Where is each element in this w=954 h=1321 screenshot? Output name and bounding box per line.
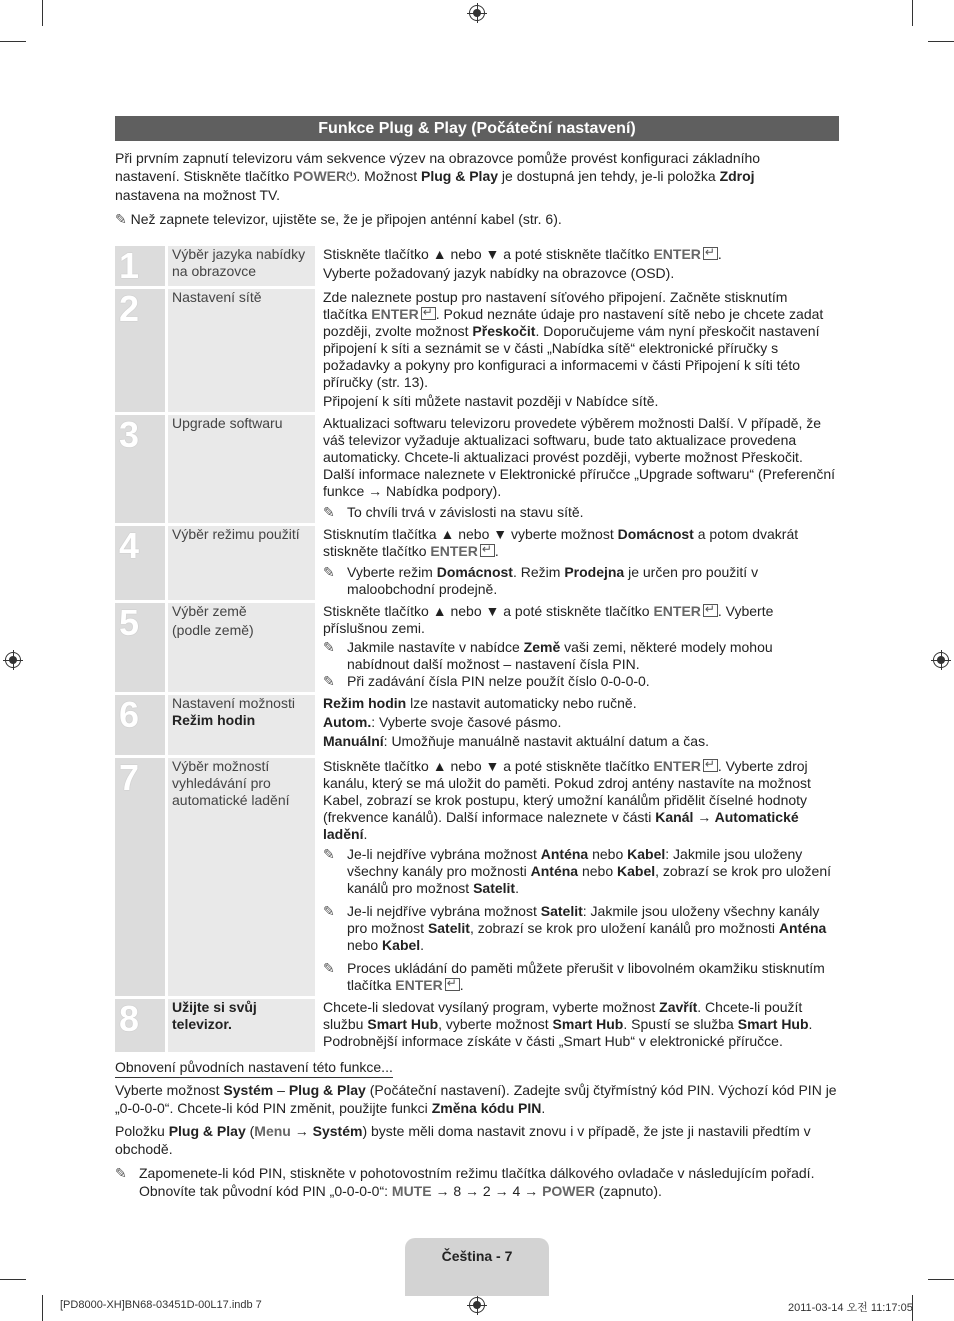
step-number: 6 — [115, 695, 165, 755]
note-pencil-icon: ✎ — [323, 846, 335, 862]
note-pencil-icon: ✎ — [323, 564, 335, 580]
file-info: [PD8000-XH]BN68-03451D-00L17.indb 7 — [60, 1299, 262, 1311]
step-description: Stiskněte tlačítko ▲ nebo ▼ a poté stiskněte tlačítko ENTER↵ . Vyberte požadovaný jazyk nabídky na obrazovce (OSD). — [315, 246, 839, 286]
step-number: 5 — [115, 603, 165, 692]
enter-icon — [703, 604, 718, 617]
enter-icon — [480, 544, 495, 557]
step-description: Zde naleznete postup pro nastavení síťového připojení. Začněte stisknutím tlačítka ENTER↵ . Pokud neznáte údaje pro nastavení sítě nebo je chcete zadat později, zvolte možnost Přeskočit. Doporučujeme vám nyní přeskočit nastavení připojení k síti a seznámit se v části „Nabídka sítě“ elektronické příručky s požadavky a pokyny pro konfiguraci a informacemi v části Připojení k síti této příručky (str. 13). Připojení k síti můžete nastavit později v Nabídce sítě. — [315, 289, 839, 412]
step-number: 7 — [115, 758, 165, 996]
table-row — [115, 415, 839, 523]
enter-icon — [703, 759, 718, 772]
section-title: Funkce Plug & Play (Počáteční nastavení) — [115, 116, 839, 141]
registration-mark-icon — [5, 652, 21, 668]
page-number-tab: Čeština - 7 — [405, 1238, 549, 1296]
table-row — [115, 246, 839, 286]
restore-note: ✎ Zapomenete-li kód PIN, stiskněte v pohotovostním režimu tlačítka dálkového ovladače v následujícím pořadí. Obnovíte tak původní kód PIN „0-0-0-0“: MUTE → 8 → 2 → 4 → POWER (zapnuto). — [115, 1165, 815, 1199]
step-description: Režim hodin lze nastavit automaticky nebo ručně. Autom.: Vyberte svoje časové pásmo. Manuální: Umožňuje manuálně nastavit aktuální datum a čas. — [323, 695, 709, 749]
table-row — [115, 603, 839, 692]
restore-paragraph-2: Položku Plug & Play (Menu → Systém) byste měli doma nastavit znovu i v případě, že jste ji nastavili předtím v obchodě. — [115, 1123, 811, 1157]
table-row — [115, 758, 839, 996]
step-number: 3 — [115, 415, 165, 523]
step-number: 4 — [115, 526, 165, 600]
note-pencil-icon: ✎ — [323, 639, 335, 655]
enter-icon — [445, 978, 460, 991]
step-description: Aktualizaci softwaru televizoru provedete výběrem možnosti Další. V případě, že váš televizor vyžaduje aktualizaci softwaru, bude tato aktualizace provedena automaticky. Chcete-li aktualizaci provést později, vyberte možnost Přeskočit. Další informace naleznete v Elektronické příručce „Upgrade softwaru“ (Preferenční funkce → Nabídka podpory). ✎ To chvíli trvá v závislosti na stavu sítě. — [323, 415, 835, 520]
enter-icon — [703, 247, 718, 260]
step-description: Stiskněte tlačítko ▲ nebo ▼ a poté stiskněte tlačítko ENTER↵ . Vyberte zdroj kanálu, který se má uložit do paměti. Pokud zdroj antény nastavíte na možnost Kabel, zobrazí se krok postupu, který umožní kanálům přidělit číselné hodnoty (frekvence kanálů). Další informace naleznete v části Kanál → Automatické ladění. ✎ Je-li nejdříve vybrána možnost Anténa nebo Kabel: Jakmile jsou uloženy všechny kanály pro možnosti Anténa nebo Kabel, zobrazí se krok pro uložení kanálů pro možnost Satelit. ✎ Je-li nejdříve vybrána možnost Satelit: Jakmile jsou uloženy všechny kanály pro možnost Satelit, zobrazí se krok pro uložení kanálů pro možnosti Anténa nebo Kabel. ✎ Proces ukládání do paměti můžete přerušit v libovolném okamžiku stisknutím tlačítka ENTER↵ . — [315, 758, 839, 996]
intro-note: ✎ Než zapnete televizor, ujistěte se, že je připojen anténní kabel (str. 6). — [115, 211, 562, 227]
enter-icon — [421, 307, 436, 320]
table-row — [115, 999, 839, 1052]
note-pencil-icon: ✎ — [115, 211, 127, 227]
print-date: 2011-03-14 오전 11:17:05 — [788, 1302, 913, 1314]
note-pencil-icon: ✎ — [323, 673, 335, 689]
step-number: 8 — [115, 999, 165, 1052]
restore-heading: Obnovení původních nastavení této funkce... — [115, 1058, 393, 1078]
note-pencil-icon: ✎ — [323, 903, 335, 919]
registration-mark-icon — [933, 652, 949, 668]
table-row — [115, 289, 839, 412]
step-title: Výběr možností vyhledávání pro automatické ladění — [165, 758, 315, 996]
step-title: Užijte si svůj televizor. — [165, 999, 315, 1052]
step-title: Výběr země (podle země) — [165, 603, 315, 692]
note-pencil-icon: ✎ — [323, 960, 335, 976]
table-row — [115, 695, 839, 755]
step-title: Výběr jazyka nabídky na obrazovce — [165, 246, 315, 286]
step-title: Nastavení možnosti Režim hodin — [165, 695, 315, 755]
step-description: Stiskněte tlačítko ▲ nebo ▼ a poté stiskněte tlačítko ENTER↵ . Vyberte příslušnou zemi. ✎ Jakmile nastavíte v nabídce Země vaši zemi, některé modely mohou nabídnout další možnost – nastavení čísla PIN. ✎ Při zadávání čísla PIN nelze použít číslo 0-0-0-0. — [315, 603, 839, 692]
power-icon: ⏻ — [346, 169, 357, 184]
step-number: 2 — [115, 289, 165, 412]
step-title: Výběr režimu použití — [165, 526, 315, 600]
note-pencil-icon: ✎ — [323, 504, 335, 520]
step-title: Nastavení sítě — [165, 289, 315, 412]
restore-paragraph-1: Vyberte možnost Systém – Plug & Play (Počáteční nastavení). Zadejte svůj čtyřmístný kód PIN. Výchozí kód PIN je „0-0-0-0“. Chcete-li kód PIN změnit, použijte funkci Změna kódu PIN. — [115, 1082, 837, 1116]
note-pencil-icon: ✎ — [115, 1165, 127, 1181]
step-description: Chcete-li sledovat vysílaný program, vyberte možnost Zavřít. Chcete-li použít službu Smart Hub, vyberte možnost Smart Hub. Spustí se služba Smart Hub. Podrobnější informace získáte v části „Smart Hub“ v elektronické příručce. — [323, 999, 813, 1049]
registration-mark-icon — [469, 1297, 485, 1313]
registration-mark-icon — [469, 5, 485, 21]
intro-paragraph: Při prvním zapnutí televizoru vám sekvence výzev na obrazovce pomůže provést konfiguraci základního nastavení. Stiskněte tlačítko POWER⏻. Možnost Plug & Play je dostupná jen tehdy, je-li položka Zdroj nastavena na možnost TV. — [115, 150, 761, 203]
setup-steps-table — [115, 243, 839, 1055]
table-row — [115, 526, 839, 600]
step-number: 1 — [115, 246, 165, 286]
step-description: Stisknutím tlačítka ▲ nebo ▼ vyberte možnost Domácnost a potom dvakrát stiskněte tlačítko ENTER↵ . ✎ Vyberte režim Domácnost. Režim Prodejna je určen pro použití v maloobchodní prodejně. — [315, 526, 839, 600]
step-title: Upgrade softwaru — [165, 415, 315, 523]
